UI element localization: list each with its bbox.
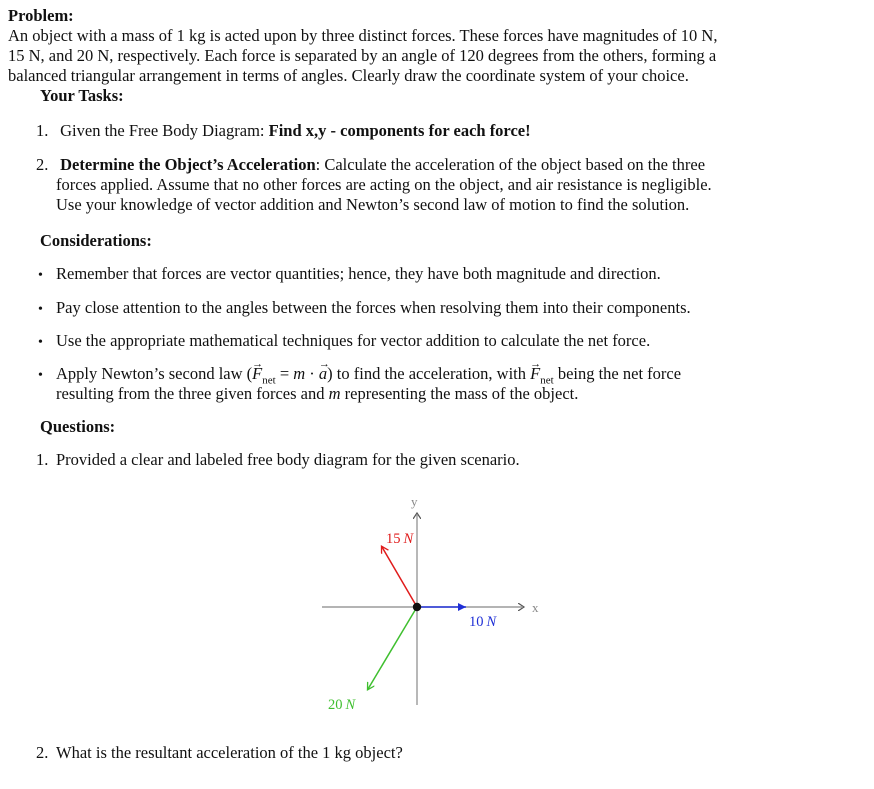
bullet-icon: • (38, 268, 43, 283)
x-axis-label: x (532, 600, 539, 615)
question-2-number: 2. (36, 743, 49, 762)
y-axis-label: y (411, 494, 418, 509)
consideration-1 (38, 264, 661, 286)
c4-line2a: resulting from the three given forces and (56, 384, 329, 403)
consideration-3 (38, 331, 650, 353)
c4-a: Apply Newton’s second law ( (56, 364, 253, 383)
task-2 (36, 155, 705, 175)
free-body-diagram (300, 485, 540, 725)
question-2 (36, 743, 403, 763)
problem-line-1: An object with a mass of 1 kg is acted upon by three distinct forces. These forces have magnitudes of 10 N, (8, 26, 718, 45)
c4-b: ) to find the acceleration, with (327, 364, 531, 383)
force-10n-number: 10 (469, 614, 484, 630)
force-15n-number: 15 (386, 531, 401, 547)
force-20n-arrow (368, 607, 417, 689)
problem-line-3: balanced triangular arrangement in terms of angles. Clearly draw the coordinate system of your choice. (8, 66, 689, 85)
net-subscript: net (262, 374, 276, 387)
consideration-2-text: Pay close attention to the angles between the forces when resolving them into their components. (56, 298, 691, 317)
f-net-vector: → F (252, 364, 262, 383)
mass-symbol: m (293, 364, 306, 383)
tasks-heading: Your Tasks: (40, 86, 124, 105)
a-vector: → a (319, 364, 327, 383)
bullet-icon: • (38, 368, 43, 383)
f-net-vector-2: → F (530, 364, 540, 383)
mass-symbol-2: m (328, 384, 341, 403)
force-20n-label (328, 697, 357, 713)
task-2-number: 2. (36, 155, 49, 174)
force-10n-label (469, 614, 498, 630)
force-10n-unit: N (486, 614, 497, 630)
considerations-heading: Considerations: (40, 231, 152, 250)
force-15n-arrow (382, 547, 417, 607)
task-2-line-3: Use your knowledge of vector addition and Newton’s second law of motion to find the solution. (56, 195, 690, 214)
net-subscript-2: net (540, 374, 554, 387)
task-2-bold: Determine the Object’s Acceleration (60, 155, 316, 174)
c4-line2b: representing the mass of the object. (340, 384, 579, 403)
task-1-text: Given the Free Body Diagram: (60, 121, 269, 140)
problem-line-2: 15 N, and 20 N, respectively. Each force is separated by an angle of 120 degrees from the others, forming a (8, 46, 717, 65)
consideration-2 (38, 298, 691, 320)
equals-sign: = (275, 364, 294, 383)
problem-heading: Problem: (8, 6, 74, 25)
force-15n-label (386, 531, 415, 547)
question-1-text: Provided a clear and labeled free body diagram for the given scenario. (56, 450, 520, 469)
c4-c: being the net force (553, 364, 682, 383)
dot-symbol: · (305, 364, 319, 383)
bullet-icon: • (38, 302, 43, 317)
consideration-1-text: Remember that forces are vector quantities; hence, they have both magnitude and direction. (56, 264, 661, 283)
task-2-rest: : Calculate the acceleration of the object based on the three (315, 155, 706, 174)
consideration-3-text: Use the appropriate mathematical techniques for vector addition to calculate the net force. (56, 331, 651, 350)
bullet-icon: • (38, 335, 43, 350)
force-15n-unit: N (403, 531, 414, 547)
object-point (413, 603, 421, 611)
question-2-text: What is the resultant acceleration of the 1 kg object? (56, 743, 403, 762)
task-1-number: 1. (36, 121, 49, 140)
task-2-line-2: forces applied. Assume that no other forces are acting on the object, and air resistance is negligible. (56, 175, 712, 194)
force-20n-number: 20 (328, 697, 343, 713)
task-1 (36, 121, 531, 141)
questions-heading: Questions: (40, 417, 116, 436)
task-1-bold: Find x,y - components for each force! (268, 121, 531, 140)
question-1-number: 1. (36, 450, 49, 469)
force-20n-unit: N (345, 697, 356, 713)
consideration-4-line-2 (56, 384, 578, 404)
question-1 (36, 450, 520, 470)
